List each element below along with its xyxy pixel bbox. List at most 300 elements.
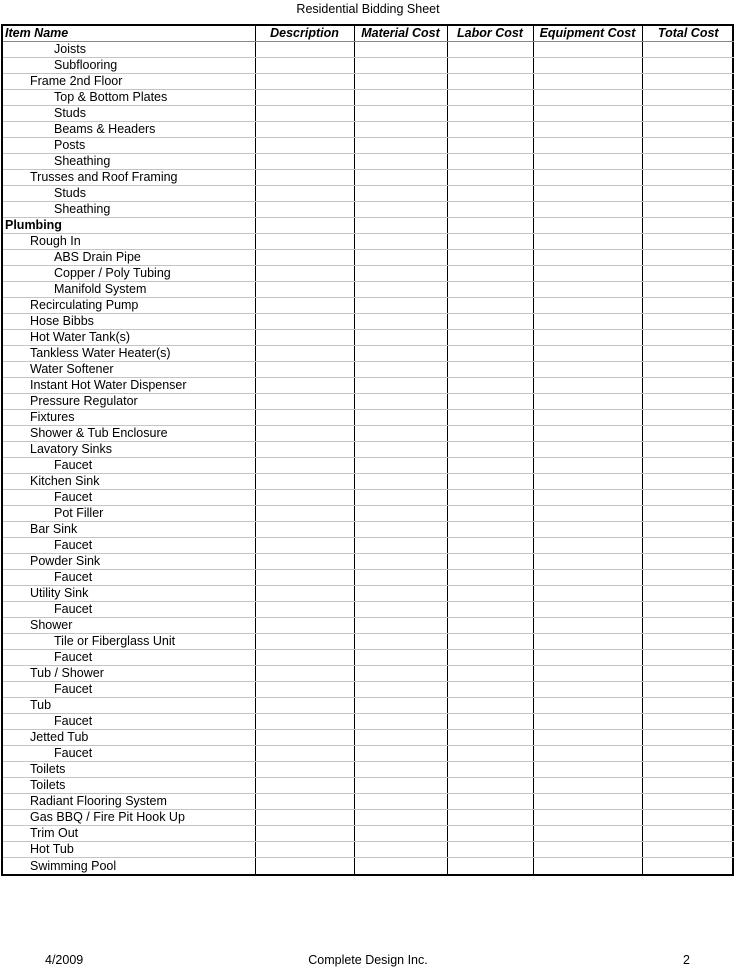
equipment-cost-cell[interactable] <box>533 298 642 314</box>
material-cost-cell[interactable] <box>354 746 447 762</box>
description-cell[interactable] <box>255 826 354 842</box>
description-cell[interactable] <box>255 554 354 570</box>
item-name-cell: Jetted Tub <box>3 730 255 746</box>
equipment-cost-cell[interactable] <box>533 90 642 106</box>
equipment-cost-cell[interactable] <box>533 570 642 586</box>
equipment-cost-cell[interactable] <box>533 218 642 234</box>
material-cost-cell[interactable] <box>354 730 447 746</box>
item-name-cell: Sheathing <box>3 154 255 170</box>
total-cost-cell[interactable] <box>642 250 734 266</box>
material-cost-cell[interactable] <box>354 346 447 362</box>
equipment-cost-cell[interactable] <box>533 826 642 842</box>
labor-cost-cell[interactable] <box>447 378 533 394</box>
table-row <box>3 234 734 250</box>
total-cost-cell[interactable] <box>642 58 734 74</box>
total-cost-cell[interactable] <box>642 618 734 634</box>
description-cell[interactable] <box>255 218 354 234</box>
total-cost-cell[interactable] <box>642 666 734 682</box>
material-cost-cell[interactable] <box>354 426 447 442</box>
description-cell[interactable] <box>255 698 354 714</box>
equipment-cost-cell[interactable] <box>533 794 642 810</box>
description-cell[interactable] <box>255 586 354 602</box>
labor-cost-cell[interactable] <box>447 266 533 282</box>
description-cell[interactable] <box>255 522 354 538</box>
material-cost-cell[interactable] <box>354 330 447 346</box>
description-cell[interactable] <box>255 154 354 170</box>
material-cost-cell[interactable] <box>354 234 447 250</box>
equipment-cost-cell[interactable] <box>533 682 642 698</box>
material-cost-cell[interactable] <box>354 410 447 426</box>
total-cost-cell[interactable] <box>642 234 734 250</box>
equipment-cost-cell[interactable] <box>533 234 642 250</box>
material-cost-cell[interactable] <box>354 282 447 298</box>
equipment-cost-cell[interactable] <box>533 346 642 362</box>
description-cell[interactable] <box>255 506 354 522</box>
labor-cost-cell[interactable] <box>447 762 533 778</box>
total-cost-cell[interactable] <box>642 490 734 506</box>
labor-cost-cell[interactable] <box>447 714 533 730</box>
material-cost-cell[interactable] <box>354 522 447 538</box>
labor-cost-cell[interactable] <box>447 330 533 346</box>
total-cost-cell[interactable] <box>642 778 734 794</box>
table-row <box>3 362 734 378</box>
material-cost-cell[interactable] <box>354 554 447 570</box>
total-cost-cell[interactable] <box>642 394 734 410</box>
labor-cost-cell[interactable] <box>447 698 533 714</box>
material-cost-cell[interactable] <box>354 186 447 202</box>
total-cost-cell[interactable] <box>642 650 734 666</box>
description-cell[interactable] <box>255 778 354 794</box>
column-header-item-name: Item Name <box>3 26 255 42</box>
table-row <box>3 618 734 634</box>
table-row <box>3 490 734 506</box>
total-cost-cell[interactable] <box>642 362 734 378</box>
labor-cost-cell[interactable] <box>447 426 533 442</box>
equipment-cost-cell[interactable] <box>533 842 642 858</box>
equipment-cost-cell[interactable] <box>533 186 642 202</box>
material-cost-cell[interactable] <box>354 506 447 522</box>
labor-cost-cell[interactable] <box>447 602 533 618</box>
total-cost-cell[interactable] <box>642 346 734 362</box>
equipment-cost-cell[interactable] <box>533 202 642 218</box>
labor-cost-cell[interactable] <box>447 202 533 218</box>
description-cell[interactable] <box>255 634 354 650</box>
labor-cost-cell[interactable] <box>447 826 533 842</box>
equipment-cost-cell[interactable] <box>533 602 642 618</box>
total-cost-cell[interactable] <box>642 794 734 810</box>
total-cost-cell[interactable] <box>642 42 734 58</box>
item-name-cell: Pot Filler <box>3 506 255 522</box>
material-cost-cell[interactable] <box>354 170 447 186</box>
column-header-material-cost: Material Cost <box>354 26 447 42</box>
material-cost-cell[interactable] <box>354 570 447 586</box>
item-name-cell: Faucet <box>3 650 255 666</box>
equipment-cost-cell[interactable] <box>533 74 642 90</box>
total-cost-cell[interactable] <box>642 698 734 714</box>
total-cost-cell[interactable] <box>642 458 734 474</box>
item-name-cell: Faucet <box>3 570 255 586</box>
equipment-cost-cell[interactable] <box>533 362 642 378</box>
description-cell[interactable] <box>255 618 354 634</box>
total-cost-cell[interactable] <box>642 810 734 826</box>
labor-cost-cell[interactable] <box>447 298 533 314</box>
description-cell[interactable] <box>255 762 354 778</box>
table-row <box>3 186 734 202</box>
material-cost-cell[interactable] <box>354 266 447 282</box>
labor-cost-cell[interactable] <box>447 522 533 538</box>
material-cost-cell[interactable] <box>354 154 447 170</box>
description-cell[interactable] <box>255 682 354 698</box>
total-cost-cell[interactable] <box>642 266 734 282</box>
material-cost-cell[interactable] <box>354 218 447 234</box>
table-row <box>3 634 734 650</box>
material-cost-cell[interactable] <box>354 810 447 826</box>
labor-cost-cell[interactable] <box>447 106 533 122</box>
equipment-cost-cell[interactable] <box>533 858 642 874</box>
item-name-cell: Recirculating Pump <box>3 298 255 314</box>
material-cost-cell[interactable] <box>354 474 447 490</box>
description-cell[interactable] <box>255 42 354 58</box>
material-cost-cell[interactable] <box>354 490 447 506</box>
item-name-cell: Swimming Pool <box>30 858 117 873</box>
equipment-cost-cell[interactable] <box>533 730 642 746</box>
total-cost-cell[interactable] <box>642 282 734 298</box>
total-cost-cell[interactable] <box>642 202 734 218</box>
equipment-cost-cell[interactable] <box>533 666 642 682</box>
labor-cost-cell[interactable] <box>447 666 533 682</box>
total-cost-cell[interactable] <box>642 842 734 858</box>
bidding-table-container <box>1 24 734 876</box>
equipment-cost-cell[interactable] <box>533 282 642 298</box>
item-name-cell: Tankless Water Heater(s) <box>3 346 255 362</box>
material-cost-cell[interactable] <box>354 202 447 218</box>
labor-cost-cell[interactable] <box>447 122 533 138</box>
total-cost-cell[interactable] <box>642 506 734 522</box>
labor-cost-cell[interactable] <box>447 394 533 410</box>
description-cell[interactable] <box>255 602 354 618</box>
equipment-cost-cell[interactable] <box>533 810 642 826</box>
material-cost-cell[interactable] <box>354 394 447 410</box>
equipment-cost-cell[interactable] <box>533 778 642 794</box>
description-cell[interactable] <box>255 714 354 730</box>
equipment-cost-cell[interactable] <box>533 426 642 442</box>
equipment-cost-cell[interactable] <box>533 698 642 714</box>
equipment-cost-cell[interactable] <box>533 762 642 778</box>
description-cell[interactable] <box>255 90 354 106</box>
description-cell[interactable] <box>255 138 354 154</box>
labor-cost-cell[interactable] <box>447 618 533 634</box>
equipment-cost-cell[interactable] <box>533 250 642 266</box>
equipment-cost-cell[interactable] <box>533 314 642 330</box>
equipment-cost-cell[interactable] <box>533 538 642 554</box>
description-cell[interactable] <box>255 346 354 362</box>
labor-cost-cell[interactable] <box>447 794 533 810</box>
labor-cost-cell[interactable] <box>447 650 533 666</box>
labor-cost-cell[interactable] <box>447 170 533 186</box>
labor-cost-cell[interactable] <box>447 58 533 74</box>
total-cost-cell[interactable] <box>642 714 734 730</box>
material-cost-cell[interactable] <box>354 650 447 666</box>
equipment-cost-cell[interactable] <box>533 122 642 138</box>
labor-cost-cell[interactable] <box>447 538 533 554</box>
labor-cost-cell[interactable] <box>447 42 533 58</box>
equipment-cost-cell[interactable] <box>533 618 642 634</box>
description-cell[interactable] <box>255 298 354 314</box>
item-name-cell: Faucet <box>3 746 255 762</box>
description-cell[interactable] <box>255 234 354 250</box>
description-cell[interactable] <box>255 858 354 874</box>
material-cost-cell[interactable] <box>354 442 447 458</box>
description-cell[interactable] <box>255 730 354 746</box>
total-cost-cell[interactable] <box>642 298 734 314</box>
labor-cost-cell[interactable] <box>447 474 533 490</box>
labor-cost-cell[interactable] <box>447 810 533 826</box>
total-cost-cell[interactable] <box>642 522 734 538</box>
equipment-cost-cell[interactable] <box>533 522 642 538</box>
equipment-cost-cell[interactable] <box>533 378 642 394</box>
total-cost-cell[interactable] <box>642 746 734 762</box>
total-cost-cell[interactable] <box>642 474 734 490</box>
material-cost-cell[interactable] <box>354 682 447 698</box>
equipment-cost-cell[interactable] <box>533 554 642 570</box>
total-cost-cell[interactable] <box>642 154 734 170</box>
total-cost-cell[interactable] <box>642 378 734 394</box>
labor-cost-cell[interactable] <box>447 842 533 858</box>
total-cost-cell[interactable] <box>642 826 734 842</box>
equipment-cost-cell[interactable] <box>533 42 642 58</box>
labor-cost-cell[interactable] <box>447 730 533 746</box>
material-cost-cell[interactable] <box>354 58 447 74</box>
item-name-cell: Plumbing <box>3 218 255 234</box>
total-cost-cell[interactable] <box>642 730 734 746</box>
total-cost-cell[interactable] <box>642 314 734 330</box>
total-cost-cell[interactable] <box>642 170 734 186</box>
item-name-cell: Manifold System <box>3 282 255 298</box>
material-cost-cell[interactable] <box>354 250 447 266</box>
description-cell[interactable] <box>255 410 354 426</box>
total-cost-cell[interactable] <box>642 106 734 122</box>
description-cell[interactable] <box>255 362 354 378</box>
description-cell[interactable] <box>255 458 354 474</box>
equipment-cost-cell[interactable] <box>533 58 642 74</box>
material-cost-cell[interactable] <box>354 298 447 314</box>
total-cost-cell[interactable] <box>642 330 734 346</box>
total-cost-cell[interactable] <box>642 186 734 202</box>
material-cost-cell[interactable] <box>354 842 447 858</box>
item-name-cell: Water Softener <box>3 362 255 378</box>
labor-cost-cell[interactable] <box>447 442 533 458</box>
material-cost-cell[interactable] <box>354 90 447 106</box>
table-row <box>3 666 734 682</box>
total-cost-cell[interactable] <box>642 426 734 442</box>
labor-cost-cell[interactable] <box>447 586 533 602</box>
item-name-cell: Faucet <box>3 458 255 474</box>
description-cell[interactable] <box>255 490 354 506</box>
item-name-cell: Faucet <box>3 682 255 698</box>
labor-cost-cell[interactable] <box>447 314 533 330</box>
item-name-cell: Subflooring <box>3 58 255 74</box>
equipment-cost-cell[interactable] <box>533 714 642 730</box>
labor-cost-cell[interactable] <box>447 90 533 106</box>
description-cell[interactable] <box>255 794 354 810</box>
labor-cost-cell[interactable] <box>447 570 533 586</box>
equipment-cost-cell[interactable] <box>533 330 642 346</box>
material-cost-cell[interactable] <box>354 378 447 394</box>
equipment-cost-cell[interactable] <box>533 490 642 506</box>
labor-cost-cell[interactable] <box>447 410 533 426</box>
item-name-cell: Radiant Flooring System <box>3 794 255 810</box>
item-name-cell: Utility Sink <box>3 586 255 602</box>
description-cell[interactable] <box>255 378 354 394</box>
description-cell[interactable] <box>255 330 354 346</box>
equipment-cost-cell[interactable] <box>533 394 642 410</box>
description-cell[interactable] <box>255 650 354 666</box>
labor-cost-cell[interactable] <box>447 74 533 90</box>
equipment-cost-cell[interactable] <box>533 154 642 170</box>
item-name-cell: Faucet <box>3 538 255 554</box>
table-row <box>3 426 734 442</box>
description-cell[interactable] <box>255 266 354 282</box>
item-name-cell: Pressure Regulator <box>3 394 255 410</box>
total-cost-cell[interactable] <box>642 634 734 650</box>
labor-cost-cell[interactable] <box>447 858 533 874</box>
material-cost-cell[interactable] <box>354 714 447 730</box>
labor-cost-cell[interactable] <box>447 186 533 202</box>
material-cost-cell[interactable] <box>354 858 447 874</box>
equipment-cost-cell[interactable] <box>533 746 642 762</box>
equipment-cost-cell[interactable] <box>533 442 642 458</box>
description-cell[interactable] <box>255 842 354 858</box>
description-cell[interactable] <box>255 58 354 74</box>
description-cell[interactable] <box>255 474 354 490</box>
labor-cost-cell[interactable] <box>447 234 533 250</box>
equipment-cost-cell[interactable] <box>533 170 642 186</box>
labor-cost-cell[interactable] <box>447 746 533 762</box>
total-cost-cell[interactable] <box>642 858 734 874</box>
material-cost-cell[interactable] <box>354 778 447 794</box>
item-name-cell: Frame 2nd Floor <box>3 74 255 90</box>
material-cost-cell[interactable] <box>354 138 447 154</box>
total-cost-cell[interactable] <box>642 122 734 138</box>
labor-cost-cell[interactable] <box>447 490 533 506</box>
table-row <box>3 122 734 138</box>
labor-cost-cell[interactable] <box>447 154 533 170</box>
description-cell[interactable] <box>255 202 354 218</box>
equipment-cost-cell[interactable] <box>533 506 642 522</box>
labor-cost-cell[interactable] <box>447 138 533 154</box>
table-row <box>3 314 734 330</box>
item-name-cell: Bar Sink <box>3 522 255 538</box>
equipment-cost-cell[interactable] <box>533 266 642 282</box>
labor-cost-cell[interactable] <box>447 218 533 234</box>
description-cell[interactable] <box>255 810 354 826</box>
description-cell[interactable] <box>255 106 354 122</box>
total-cost-cell[interactable] <box>642 410 734 426</box>
labor-cost-cell[interactable] <box>447 682 533 698</box>
material-cost-cell[interactable] <box>354 74 447 90</box>
equipment-cost-cell[interactable] <box>533 474 642 490</box>
material-cost-cell[interactable] <box>354 698 447 714</box>
item-name-cell: Powder Sink <box>3 554 255 570</box>
equipment-cost-cell[interactable] <box>533 138 642 154</box>
total-cost-cell[interactable] <box>642 218 734 234</box>
equipment-cost-cell[interactable] <box>533 410 642 426</box>
labor-cost-cell[interactable] <box>447 506 533 522</box>
labor-cost-cell[interactable] <box>447 362 533 378</box>
material-cost-cell[interactable] <box>354 458 447 474</box>
description-cell[interactable] <box>255 442 354 458</box>
item-name-cell: ABS Drain Pipe <box>3 250 255 266</box>
material-cost-cell[interactable] <box>354 794 447 810</box>
total-cost-cell[interactable] <box>642 762 734 778</box>
description-cell[interactable] <box>255 746 354 762</box>
item-name-cell: Lavatory Sinks <box>3 442 255 458</box>
material-cost-cell[interactable] <box>354 362 447 378</box>
description-cell[interactable] <box>255 122 354 138</box>
labor-cost-cell[interactable] <box>447 346 533 362</box>
description-cell[interactable] <box>255 394 354 410</box>
total-cost-cell[interactable] <box>642 138 734 154</box>
footer-date: 4/2009 <box>45 953 84 967</box>
equipment-cost-cell[interactable] <box>533 650 642 666</box>
material-cost-cell[interactable] <box>354 602 447 618</box>
equipment-cost-cell[interactable] <box>533 586 642 602</box>
labor-cost-cell[interactable] <box>447 554 533 570</box>
material-cost-cell[interactable] <box>354 634 447 650</box>
description-cell[interactable] <box>255 250 354 266</box>
description-cell[interactable] <box>255 570 354 586</box>
description-cell[interactable] <box>255 282 354 298</box>
material-cost-cell[interactable] <box>354 618 447 634</box>
item-name-cell: Posts <box>3 138 255 154</box>
total-cost-cell[interactable] <box>642 586 734 602</box>
material-cost-cell[interactable] <box>354 826 447 842</box>
total-cost-cell[interactable] <box>642 554 734 570</box>
material-cost-cell[interactable] <box>354 762 447 778</box>
labor-cost-cell[interactable] <box>447 778 533 794</box>
material-cost-cell[interactable] <box>354 122 447 138</box>
total-cost-cell[interactable] <box>642 682 734 698</box>
description-cell[interactable] <box>255 538 354 554</box>
description-cell[interactable] <box>255 666 354 682</box>
item-name-cell: Toilets <box>3 762 255 778</box>
description-cell[interactable] <box>255 426 354 442</box>
material-cost-cell[interactable] <box>354 586 447 602</box>
material-cost-cell[interactable] <box>354 538 447 554</box>
labor-cost-cell[interactable] <box>447 458 533 474</box>
total-cost-cell[interactable] <box>642 90 734 106</box>
labor-cost-cell[interactable] <box>447 634 533 650</box>
equipment-cost-cell[interactable] <box>533 634 642 650</box>
material-cost-cell[interactable] <box>354 666 447 682</box>
total-cost-cell[interactable] <box>642 74 734 90</box>
labor-cost-cell[interactable] <box>447 282 533 298</box>
material-cost-cell[interactable] <box>354 314 447 330</box>
description-cell[interactable] <box>255 314 354 330</box>
equipment-cost-cell[interactable] <box>533 458 642 474</box>
total-cost-cell[interactable] <box>642 442 734 458</box>
description-cell[interactable] <box>255 170 354 186</box>
equipment-cost-cell[interactable] <box>533 106 642 122</box>
description-cell[interactable] <box>255 186 354 202</box>
total-cost-cell[interactable] <box>642 570 734 586</box>
total-cost-cell[interactable] <box>642 538 734 554</box>
total-cost-cell[interactable] <box>642 602 734 618</box>
material-cost-cell[interactable] <box>354 106 447 122</box>
labor-cost-cell[interactable] <box>447 250 533 266</box>
description-cell[interactable] <box>255 74 354 90</box>
material-cost-cell[interactable] <box>354 42 447 58</box>
